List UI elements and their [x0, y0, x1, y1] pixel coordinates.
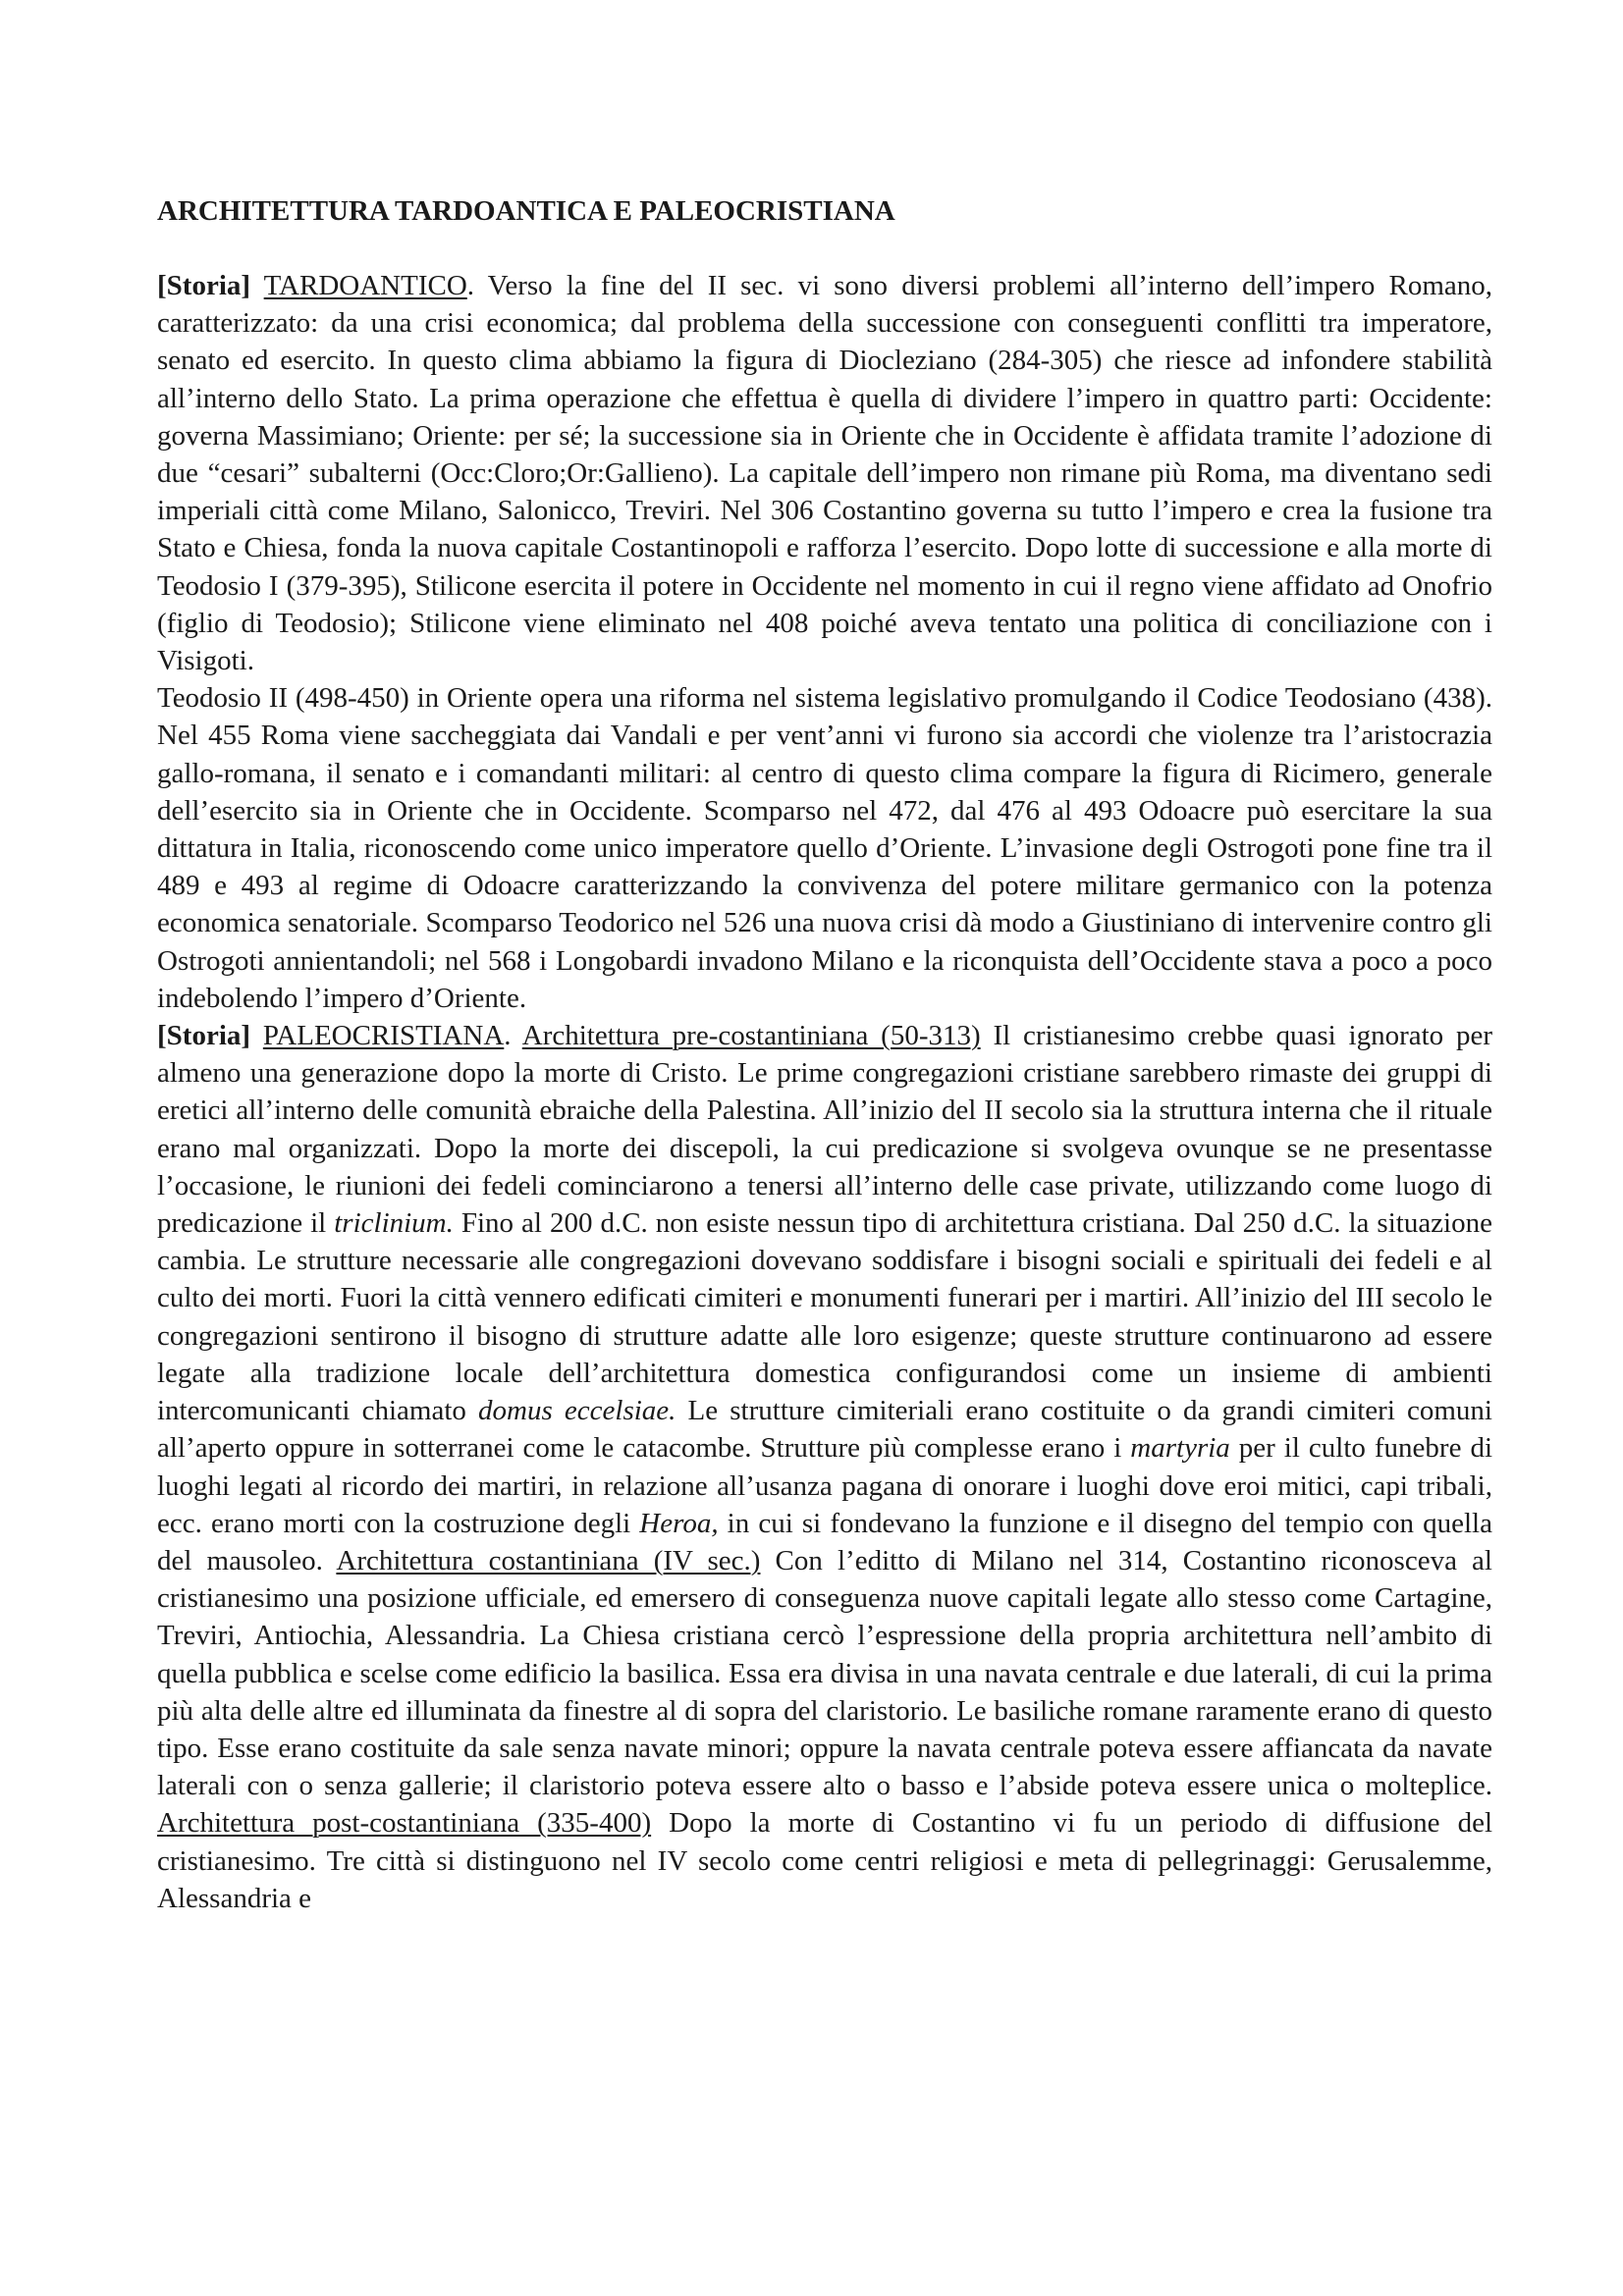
document-title: ARCHITETTURA TARDOANTICA E PALEOCRISTIANA [157, 195, 895, 227]
document-page [157, 192, 1492, 1917]
italic-term-domus: domus eccelsiae. [478, 1395, 676, 1427]
paragraph-tardoantico [157, 267, 1492, 679]
italic-term-heroa: Heroa, [639, 1507, 719, 1539]
paragraph-text: . Verso la fine del II sec. vi sono diversi problemi all’interno dell’impero Romano, caratterizzato: da una crisi economica; dal problema della successione con conseguenti conflitti tra imperatore, senato ed esercito. In questo clima abbiamo la figura di Diocleziano (284-305) che riesce ad infondere stabilità all’interno dello Stato. La prima operazione che effettua è quella di dividere l’impero in quattro parti: Occidente: governa Massimiano; Oriente: per sé; la successione sia in Oriente che in Occidente è affidata tramite l’adozione di due “cesari” subalterni (Occ:Cloro;Or:Gallieno). La capitale dell’impero non rimane più Roma, ma diventano sedi imperiali città come Milano, Salonicco, Treviri. Nel 306 Costantino governa su tutto l’impero e crea la fusione tra Stato e Chiesa, fonda la nuova capitale Costantinopoli e rafforza l’esercito. Dopo lotte di successione e alla morte di Teodosio I (379-395), Stilicone esercita il potere in Occidente nel momento in cui il regno viene affidato ad Onofrio (figlio di Teodosio); Stilicone viene eliminato nel 408 poiché aveva tentato una politica di conciliazione con i Visigoti. [157, 270, 1492, 677]
paragraph-text: in cui si fondevano la funzione e il disegno del tempio con quella del mausoleo. [157, 1507, 1492, 1576]
paragraph-teodosio [157, 679, 1492, 1017]
paragraph-text: Dopo la morte di Costantino vi fu un periodo di diffusione del cristianesimo. Tre città si distinguono nel IV secolo come centri religiosi e meta di pellegrinaggi: Gerusalemme, Alessandria e [157, 1807, 1492, 1914]
section-tag: [Storia] [157, 1020, 251, 1052]
section-tag: [Storia] [157, 270, 251, 301]
heading-period: . [504, 1020, 512, 1052]
paragraph-text: Le strutture cimiteriali erano costituite o da grandi cimiteri comuni all’aperto oppure in sotterranei come le catacombe. Strutture più complesse erano i [157, 1395, 1492, 1465]
subheading-costantiniana: Architettura costantiniana (IV sec.) [336, 1544, 761, 1576]
paragraph-text: Teodosio II (498-450) in Oriente opera una riforma nel sistema legislativo promulgando il Codice Teodosiano (438). Nel 455 Roma viene saccheggiata dai Vandali e per vent’anni vi furono sia accordi che violenze tra l’aristocrazia gallo-romana, il senato e i comandanti militari: al centro di questo clima compare la figura di Ricimero, generale dell’esercito sia in Oriente che in Occidente. Scomparso nel 472, dal 476 al 493 Odoacre può esercitare la sua dittatura in Italia, riconoscendo come unico imperatore quello d’Oriente. L’invasione degli Ostrogoti pone fine tra il 489 e 493 al regime di Odoacre caratterizzando la convivenza del potere militare germanico con la potenza economica senatoriale. Scomparso Teodorico nel 526 una nuova crisi dà modo a Giustiniano di intervenire contro gli Ostrogoti annientandoli; nel 568 i Longobardi invadono Milano e la riconquista dell’Occidente stava a poco a poco indebolendo l’impero d’Oriente. [157, 682, 1492, 1014]
paragraph-paleocristiana [157, 1017, 1492, 1917]
section-heading-paleocristiana: PALEOCRISTIANA [262, 1020, 505, 1052]
document-body [157, 267, 1492, 1917]
paragraph-text: Fino al 200 d.C. non esiste nessun tipo di architettura cristiana. Dal 250 d.C. la situazione cambia. Le strutture necessarie alle congregazioni dovevano soddisfare i bisogni sociali e spirituali dei fedeli e al culto dei morti. Fuori la città vennero edificati cimiteri e monumenti funerari per i martiri. All’inizio del III secolo le congregazioni sentirono il bisogno di strutture adatte alle loro esigenze; queste strutture continuarono ad essere legate alla tradizione locale dell’architettura domestica configurandosi come un insieme di ambienti intercomunicanti chiamato [157, 1207, 1492, 1427]
paragraph-text: per il culto funebre di luoghi legati al ricordo dei martiri, in relazione all’usanza pagana di onorare i luoghi dove eroi mitici, capi tribali, ecc. erano morti con la costruzione degli [157, 1432, 1493, 1539]
subheading-pre-costantiniana: Architettura pre-costantiniana (50-313) [521, 1020, 981, 1052]
subheading-post-costantiniana: Architettura post-costantiniana (335-400) [157, 1807, 652, 1840]
italic-term-martyria: martyria [1130, 1432, 1230, 1465]
section-heading-tardoantico: TARDOANTICO [263, 270, 467, 301]
paragraph-text: Con l’editto di Milano nel 314, Costantino riconosceva al cristianesimo una posizione ufficiale, ed emersero di conseguenza nuove capitali legate allo stesso come Cartagine, Treviri, Antiochia, Alessandria. La Chiesa cristiana cercò l’espressione della propria architettura nell’ambito di quella pubblica e scelse come edificio la basilica. Essa era divisa in una navata centrale e due laterali, di cui la prima più alta delle altre ed illuminata da finestre al di sopra del claristorio. Le basiliche romane raramente erano di questo tipo. Esse erano costituite da sale senza navate minori; oppure la navata centrale poteva essere affiancata da navate laterali con o senza gallerie; il claristorio poteva essere alto o basso e l’abside poteva essere unica o molteplice. [157, 1544, 1492, 1802]
italic-term-triclinium: triclinium. [334, 1207, 454, 1240]
paragraph-text: Il cristianesimo crebbe quasi ignorato per almeno una generazione dopo la morte di Cristo. Le prime congregazioni cristiane sarebbero rimaste dei gruppi di eretici all’interno delle comunità ebraiche della Palestina. All’inizio del II secolo sia la struttura interna che il rituale erano mal organizzati. Dopo la morte dei discepoli, la cui predicazione si svolgeva ovunque se ne presentasse l’occasione, le riunioni dei fedeli cominciarono a tenersi all’interno delle case private, utilizzando come luogo di predicazione il [157, 1020, 1492, 1240]
